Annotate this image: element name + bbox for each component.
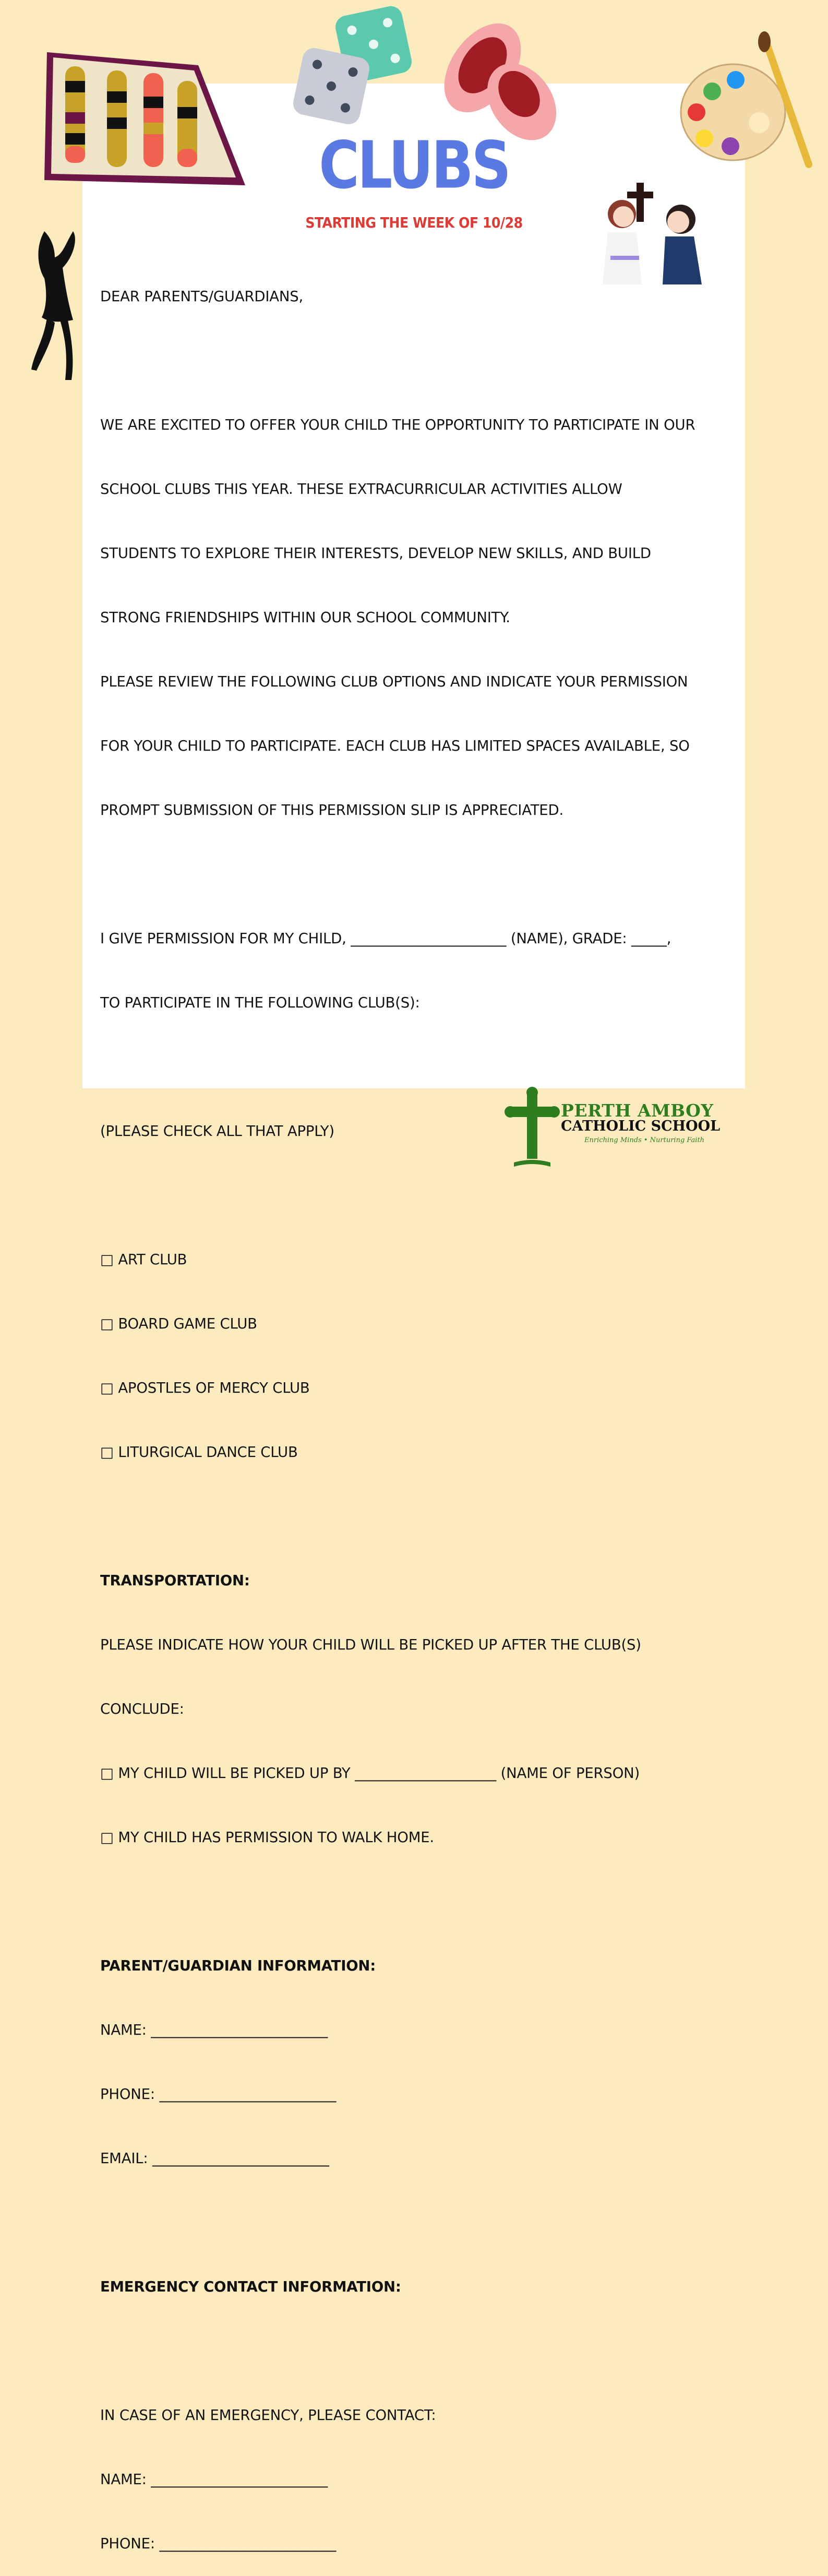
school-name-line1: PERTH AMBOY bbox=[561, 1100, 714, 1121]
club-checkbox-art[interactable]: □ ART CLUB bbox=[100, 1251, 187, 1268]
parent-info-heading: PARENT/GUARDIAN INFORMATION: bbox=[100, 1957, 376, 1974]
parent-email-field[interactable]: EMAIL: _________________________ bbox=[100, 2150, 329, 2167]
dancer-silhouette-illustration bbox=[23, 229, 91, 383]
club-checkbox-board-game[interactable]: □ BOARD GAME CLUB bbox=[100, 1315, 257, 1332]
intro-line: FOR YOUR CHILD TO PARTICIPATE. EACH CLUB HAS LIMITED SPACES AVAILABLE, SO bbox=[100, 738, 690, 754]
emergency-name-field[interactable]: NAME: _________________________ bbox=[100, 2471, 328, 2488]
intro-line: SCHOOL CLUBS THIS YEAR. THESE EXTRACURRICULAR ACTIVITIES ALLOW bbox=[100, 481, 622, 497]
parent-name-field[interactable]: NAME: _________________________ bbox=[100, 2022, 328, 2038]
greeting: DEAR PARENTS/GUARDIANS, bbox=[100, 288, 304, 305]
emergency-instruction: IN CASE OF AN EMERGENCY, PLEASE CONTACT: bbox=[100, 2407, 436, 2424]
page-subtitle: STARTING THE WEEK OF 10/28 bbox=[305, 214, 523, 231]
transportation-instruction-cont: CONCLUDE: bbox=[100, 1701, 184, 1717]
pickup-option-checkbox[interactable]: □ MY CHILD WILL BE PICKED UP BY ____________________ (NAME OF PERSON) bbox=[100, 1765, 640, 1782]
page-title: CLUBS bbox=[319, 127, 509, 204]
intro-line: STRONG FRIENDSHIPS WITHIN OUR SCHOOL COMMUNITY. bbox=[100, 609, 510, 626]
check-instruction: (PLEASE CHECK ALL THAT APPLY) bbox=[100, 1123, 334, 1139]
transportation-heading: TRANSPORTATION: bbox=[100, 1572, 250, 1589]
school-logo bbox=[506, 1088, 725, 1167]
school-tagline: Enriching Minds • Nurturing Faith bbox=[584, 1136, 705, 1144]
ballet-shoes-illustration bbox=[441, 16, 561, 144]
emergency-phone-field[interactable]: PHONE: _________________________ bbox=[100, 2535, 337, 2552]
club-checkbox-apostles-of-mercy[interactable]: □ APOSTLES OF MERCY CLUB bbox=[100, 1380, 310, 1396]
cross-icon bbox=[506, 1088, 558, 1169]
intro-line: STUDENTS TO EXPLORE THEIR INTERESTS, DEVELOP NEW SKILLS, AND BUILD bbox=[100, 545, 651, 562]
emergency-heading: EMERGENCY CONTACT INFORMATION: bbox=[100, 2278, 401, 2295]
intro-line: PLEASE REVIEW THE FOLLOWING CLUB OPTIONS AND INDICATE YOUR PERMISSION bbox=[100, 673, 688, 690]
school-name-line2: CATHOLIC SCHOOL bbox=[561, 1118, 721, 1134]
permission-statement-cont: TO PARTICIPATE IN THE FOLLOWING CLUB(S): bbox=[100, 994, 420, 1011]
intro-line: WE ARE EXCITED TO OFFER YOUR CHILD THE OPPORTUNITY TO PARTICIPATE IN OUR bbox=[100, 417, 695, 433]
letter-body bbox=[100, 243, 747, 2576]
parent-phone-field[interactable]: PHONE: _________________________ bbox=[100, 2086, 337, 2103]
transportation-instruction: PLEASE INDICATE HOW YOUR CHILD WILL BE PICKED UP AFTER THE CLUB(S) bbox=[100, 1636, 641, 1653]
permission-statement[interactable]: I GIVE PERMISSION FOR MY CHILD, ______________________ (NAME), GRADE: _____, bbox=[100, 930, 671, 947]
walk-home-option-checkbox[interactable]: □ MY CHILD HAS PERMISSION TO WALK HOME. bbox=[100, 1829, 434, 1846]
dice-illustration bbox=[287, 3, 417, 133]
intro-line: PROMPT SUBMISSION OF THIS PERMISSION SLIP IS APPRECIATED. bbox=[100, 802, 563, 818]
club-checkbox-liturgical-dance[interactable]: □ LITURGICAL DANCE CLUB bbox=[100, 1444, 298, 1461]
